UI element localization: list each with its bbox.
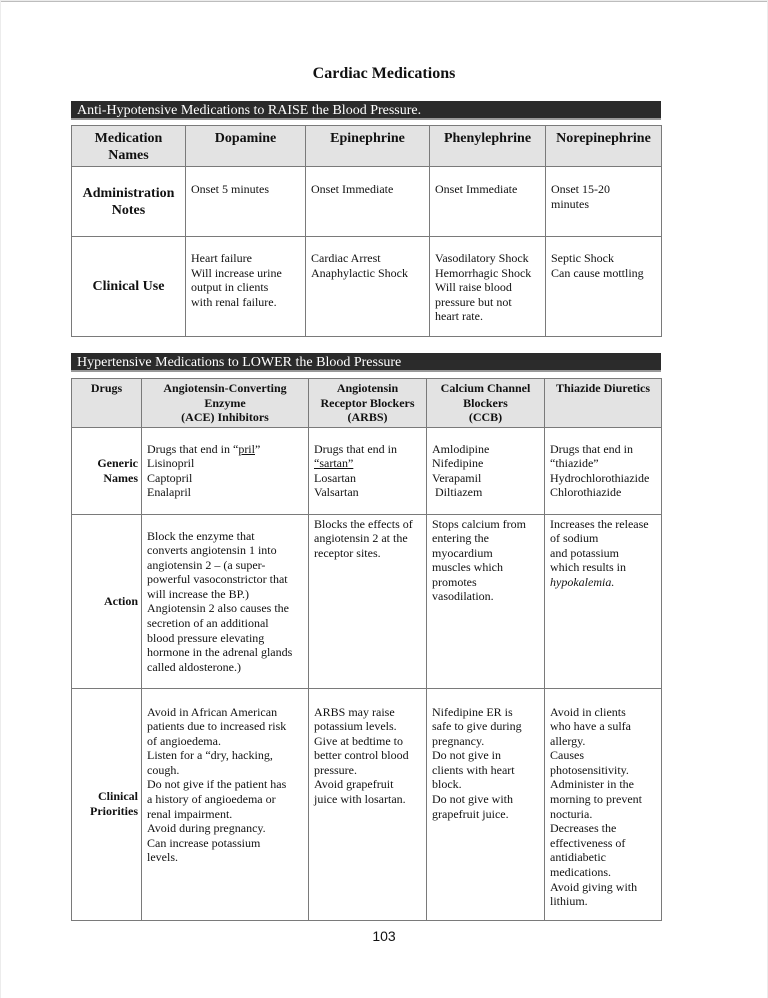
- col-header-dopamine: Dopamine: [186, 126, 306, 167]
- table-cell: Blocks the effects of angiotensin 2 at the receptor sites.: [309, 514, 427, 688]
- col-header-drugs: Drugs: [72, 379, 142, 428]
- col-header-norepinephrine: Norepinephrine: [546, 126, 662, 167]
- col-header-ace-inhibitors: Angiotensin-Converting Enzyme (ACE) Inhibitors: [142, 379, 309, 428]
- table-cell: Stops calcium from entering the myocardium muscles which promotes vasodilation.: [427, 514, 545, 688]
- col-header-thiazide-diuretics: Thiazide Diuretics: [545, 379, 662, 428]
- table-cell: Onset Immediate: [306, 167, 430, 237]
- col-header-phenylephrine: Phenylephrine: [430, 126, 546, 167]
- table-cell: Nifedipine ER is safe to give during pregnancy. Do not give in clients with heart block. Do not give with grapefruit juice.: [427, 688, 545, 920]
- hypertensive-table: [71, 378, 662, 921]
- row-header-clinical-priorities: Clinical Priorities: [72, 688, 142, 920]
- page-number: 103: [372, 928, 396, 944]
- table-cell: Drugs that end in “sartan” Losartan Valsartan: [309, 427, 427, 514]
- row-header-clinical-use: Clinical Use: [72, 237, 186, 337]
- table-cell: Drugs that end in “thiazide” Hydrochlorothiazide Chlorothiazide: [545, 427, 662, 514]
- col-header-epinephrine: Epinephrine: [306, 126, 430, 167]
- table-cell: Amlodipine Nifedipine Verapamil Diltiazem: [427, 427, 545, 514]
- col-header-ccb: Calcium Channel Blockers (CCB): [427, 379, 545, 428]
- table-cell: Heart failure Will increase urine output in clients with renal failure.: [186, 237, 306, 337]
- table-cell: Vasodilatory Shock Hemorrhagic Shock Will raise blood pressure but not heart rate.: [430, 237, 546, 337]
- table-cell: Drugs that end in “pril” Lisinopril Captopril Enalapril: [142, 427, 309, 514]
- table-cell: Avoid in clients who have a sulfa allergy. Causes photosensitivity. Administer in the morning to prevent nocturia. Decreases the effectiveness of antidiabetic medications. Avoid giving with lithium.: [545, 688, 662, 920]
- row-header-generic-names: Generic Names: [72, 427, 142, 514]
- table-cell: Onset Immediate: [430, 167, 546, 237]
- table-cell: Onset 5 minutes: [186, 167, 306, 237]
- table-cell: Block the enzyme that converts angiotensin 1 into angiotensin 2 – (a super- powerful vasoconstrictor that will increase the BP.) Angiotensin 2 also causes the secretion of an additional blood pressure elevating hormone in the adrenal glands called aldosterone.): [142, 514, 309, 688]
- row-header-administration-notes: Administration Notes: [72, 167, 186, 237]
- table-cell: Increases the release of sodium and potassium which results in hypokalemia.: [545, 514, 662, 688]
- table-cell: Septic Shock Can cause mottling: [546, 237, 662, 337]
- section-header-hypertensive: Hypertensive Medications to LOWER the Blood Pressure: [71, 353, 661, 372]
- col-header-arbs: Angiotensin Receptor Blockers (ARBS): [309, 379, 427, 428]
- table-cell: Cardiac Arrest Anaphylactic Shock: [306, 237, 430, 337]
- table-cell: Onset 15-20 minutes: [546, 167, 662, 237]
- anti-hypotensive-table: [71, 125, 662, 337]
- page-title: Cardiac Medications: [312, 65, 456, 82]
- table-cell: Avoid in African American patients due to increased risk of angioedema. Listen for a “dry, hacking, cough. Do not give if the patient has a history of angioedema or renal impairment. Avoid during pregnancy. Can increase potassium levels.: [142, 688, 309, 920]
- ace-generic-rule: Drugs that end in “pril”: [147, 441, 261, 456]
- section-header-anti-hypotensive: Anti-Hypotensive Medications to RAISE the Blood Pressure.: [71, 101, 661, 120]
- row-header-action: Action: [72, 514, 142, 688]
- table-cell: ARBS may raise potassium levels. Give at bedtime to better control blood pressure. Avoid grapefruit juice with losartan.: [309, 688, 427, 920]
- col-header-medication-names: Medication Names: [72, 126, 186, 167]
